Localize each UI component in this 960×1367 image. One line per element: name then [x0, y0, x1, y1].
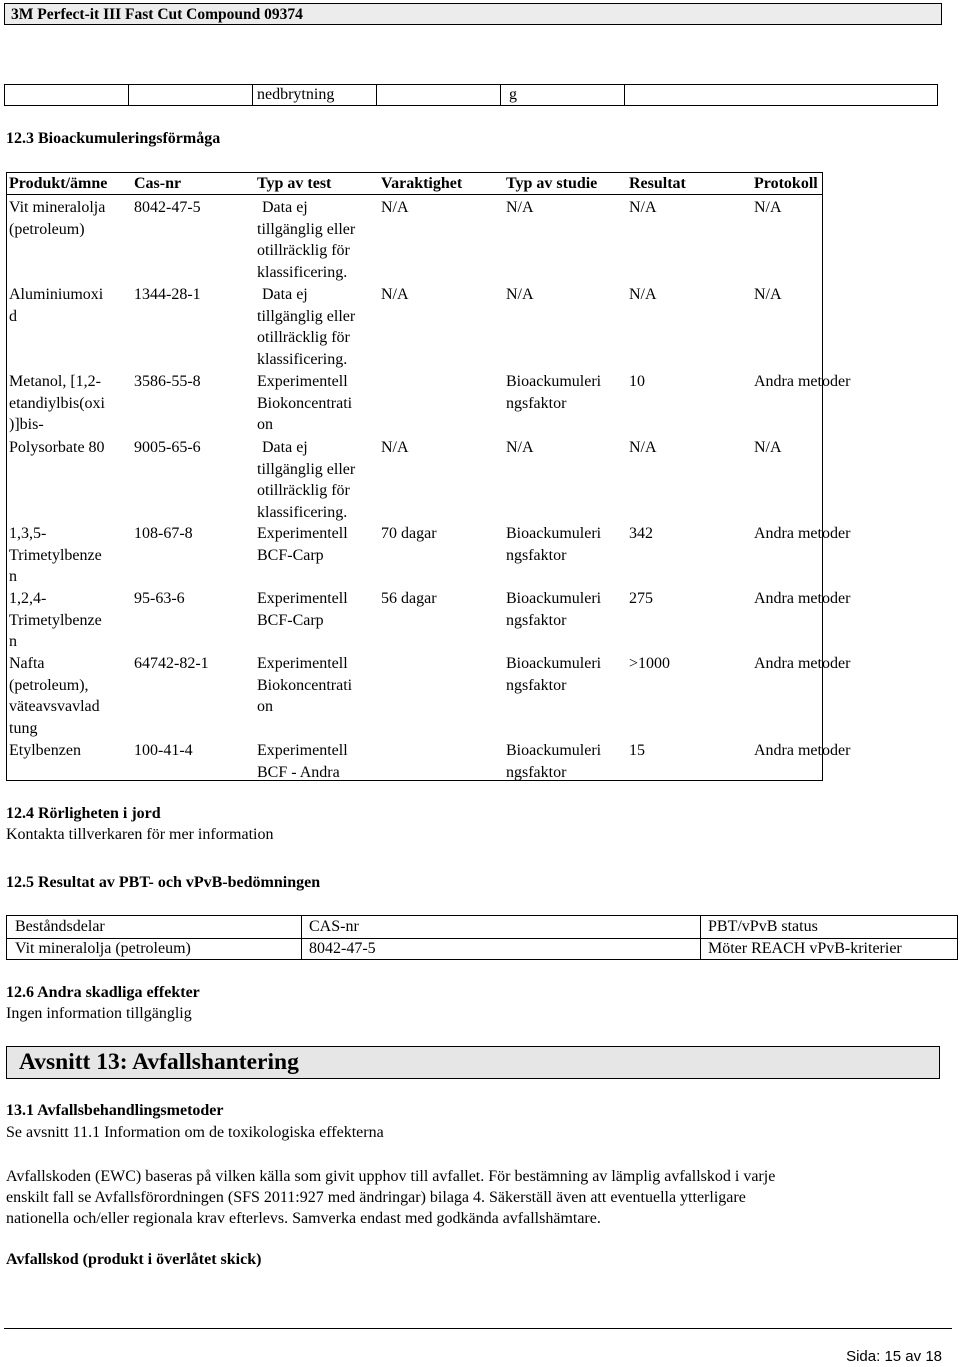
study-type-cell: N/A	[506, 439, 534, 456]
test-type-cell: on	[257, 416, 273, 434]
test-type-cell: Data ej	[262, 199, 308, 216]
pbt-table	[6, 915, 958, 960]
section-12-6-text: Ingen information tillgänglig	[6, 1005, 192, 1022]
protocol-cell: Andra metoder	[754, 525, 851, 542]
result-cell: >1000	[629, 655, 671, 672]
column-header: Resultat	[629, 175, 686, 192]
paragraph-line: nationella och/eller regionala krav efterlevs. Samverka endast med godkända avfallshämtare.	[6, 1210, 601, 1227]
study-type-cell: Bioackumuleri	[506, 655, 602, 672]
test-type-cell: BCF-Carp	[257, 611, 324, 629]
study-type-cell: Bioackumuleri	[506, 742, 602, 759]
study-type-cell: Bioackumuleri	[506, 590, 602, 607]
cas-cell: 8042-47-5	[134, 199, 201, 216]
study-type-cell: Bioackumuleri	[506, 373, 602, 390]
product-cell: )]bis-	[9, 416, 44, 434]
column-header: Cas-nr	[134, 175, 182, 192]
product-cell: Vit mineralolja	[9, 199, 106, 216]
protocol-cell: Andra metoder	[754, 655, 851, 672]
cas-cell: 100-41-4	[134, 742, 193, 759]
test-type-cell: tillgänglig eller	[257, 307, 356, 325]
result-cell: N/A	[629, 439, 657, 456]
protocol-cell: N/A	[754, 286, 782, 303]
product-cell: n	[9, 633, 17, 651]
duration-cell: 56 dagar	[381, 590, 437, 607]
cas-cell: 1344-28-1	[134, 286, 201, 303]
footer-divider	[4, 1328, 952, 1329]
section-12-3-title: 12.3 Bioackumuleringsförmåga	[6, 130, 221, 147]
test-type-cell: on	[257, 698, 273, 716]
product-cell: väteavsvavlad	[9, 698, 100, 716]
product-cell: Polysorbate 80	[9, 439, 105, 456]
result-cell: 15	[629, 742, 645, 759]
test-type-cell: Biokoncentrati	[257, 394, 353, 412]
section-13-title: Avsnitt 13: Avfallshantering	[19, 1049, 299, 1075]
page-number: Sida: 15 av 18	[846, 1348, 942, 1365]
test-type-cell: klassificering.	[257, 350, 348, 368]
duration-cell: N/A	[381, 199, 409, 216]
protocol-cell: Andra metoder	[754, 742, 851, 759]
protocol-cell: N/A	[754, 439, 782, 456]
duration-cell: 70 dagar	[381, 525, 437, 542]
section-13-1-title: 13.1 Avfallsbehandlingsmetoder	[6, 1102, 224, 1119]
test-type-cell: otillräcklig för	[257, 242, 350, 260]
section-12-4-title: 12.4 Rörligheten i jord	[6, 805, 161, 822]
table-cell: Möter REACH vPvB-kriterier	[708, 940, 902, 957]
result-cell: 342	[629, 525, 653, 542]
cell-text: g	[509, 86, 517, 103]
column-header: Typ av test	[257, 175, 332, 192]
test-type-cell: BCF - Andra	[257, 763, 340, 781]
section-13-banner	[6, 1046, 940, 1079]
cas-cell: 9005-65-6	[134, 439, 201, 456]
study-type-cell: ngsfaktor	[506, 611, 567, 629]
test-type-cell: Experimentell	[257, 742, 348, 759]
paragraph-line: enskilt fall se Avfallsförordningen (SFS 2011:927 med ändringar) bilaga 4. Säkerställ även att eventuella ytterligare	[6, 1189, 746, 1206]
product-cell: etandiylbis(oxi	[9, 394, 105, 412]
test-type-cell: tillgänglig eller	[257, 460, 356, 478]
row-divider	[7, 938, 957, 939]
test-type-cell: otillräcklig för	[257, 482, 350, 500]
result-cell: 10	[629, 373, 645, 390]
section-12-6-title: 12.6 Andra skadliga effekter	[6, 984, 200, 1001]
cas-cell: 3586-55-8	[134, 373, 201, 390]
section-12-5-title: 12.5 Resultat av PBT- och vPvB-bedömningen	[6, 874, 321, 891]
study-type-cell: ngsfaktor	[506, 676, 567, 694]
test-type-cell: Biokoncentrati	[257, 676, 353, 694]
study-type-cell: ngsfaktor	[506, 763, 567, 781]
product-cell: Aluminiumoxi	[9, 286, 104, 303]
column-header: Produkt/ämne	[9, 175, 108, 192]
paragraph-line: Avfallskoden (EWC) baseras på vilken källa som givit upphov till avfallet. För bestämning av lämplig avfallskod i varje	[6, 1168, 776, 1185]
product-cell: Trimetylbenze	[9, 546, 102, 564]
test-type-cell: Experimentell	[257, 373, 348, 390]
product-cell: (petroleum)	[9, 220, 85, 238]
product-cell: Metanol, [1,2-	[9, 373, 101, 390]
test-type-cell: otillräcklig för	[257, 329, 350, 347]
bioaccumulation-table	[6, 172, 851, 781]
result-cell: N/A	[629, 199, 657, 216]
protocol-cell: Andra metoder	[754, 590, 851, 607]
study-type-cell: ngsfaktor	[506, 546, 567, 564]
continued-table-row	[4, 84, 938, 106]
result-cell: 275	[629, 590, 653, 607]
cell-text: nedbrytning	[257, 86, 335, 103]
column-header: Typ av studie	[506, 175, 598, 192]
table-cell	[253, 85, 377, 105]
column-header: Varaktighet	[381, 175, 463, 192]
study-type-cell: N/A	[506, 286, 534, 303]
test-type-cell: klassificering.	[257, 263, 348, 281]
product-cell: tung	[9, 719, 38, 737]
test-type-cell: Experimentell	[257, 525, 348, 542]
section-13-1-text: Se avsnitt 11.1 Information om de toxikologiska effekterna	[6, 1124, 384, 1141]
product-cell: Nafta	[9, 655, 45, 672]
cas-cell: 95-63-6	[134, 590, 185, 607]
document-title: 3M Perfect-it III Fast Cut Compound 09374	[11, 6, 303, 23]
table-cell	[501, 85, 625, 105]
column-header: Beståndsdelar	[15, 918, 105, 935]
column-header: PBT/vPvB status	[708, 918, 818, 935]
table-cell	[129, 85, 253, 105]
test-type-cell: Data ej	[262, 286, 308, 303]
test-type-cell: Experimentell	[257, 655, 348, 672]
product-cell: (petroleum),	[9, 676, 89, 694]
table-cell	[377, 85, 501, 105]
product-cell: 1,2,4-	[9, 590, 47, 607]
table-header	[7, 173, 822, 195]
table-cell: 8042-47-5	[309, 940, 376, 957]
table-cell	[5, 85, 129, 105]
table-cell: Vit mineralolja (petroleum)	[15, 940, 191, 957]
waste-paragraph	[6, 1166, 775, 1229]
test-type-cell: Experimentell	[257, 590, 348, 607]
product-cell: Trimetylbenze	[9, 611, 102, 629]
test-type-cell: tillgänglig eller	[257, 220, 356, 238]
study-type-cell: Bioackumuleri	[506, 525, 602, 542]
study-type-cell: N/A	[506, 199, 534, 216]
duration-cell: N/A	[381, 286, 409, 303]
test-type-cell: Data ej	[262, 439, 308, 456]
product-cell: Etylbenzen	[9, 742, 81, 759]
document-header	[4, 3, 942, 25]
waste-code-title: Avfallskod (produkt i överlåtet skick)	[6, 1251, 262, 1268]
product-cell: n	[9, 568, 17, 586]
cas-cell: 64742-82-1	[134, 655, 209, 672]
protocol-cell: Andra metoder	[754, 373, 851, 390]
duration-cell: N/A	[381, 439, 409, 456]
cas-cell: 108-67-8	[134, 525, 193, 542]
result-cell: N/A	[629, 286, 657, 303]
study-type-cell: ngsfaktor	[506, 394, 567, 412]
column-header: CAS-nr	[309, 918, 359, 935]
section-12-4-text: Kontakta tillverkaren för mer information	[6, 826, 274, 843]
test-type-cell: klassificering.	[257, 503, 348, 521]
product-cell: d	[9, 307, 17, 325]
test-type-cell: BCF-Carp	[257, 546, 324, 564]
product-cell: 1,3,5-	[9, 525, 47, 542]
column-header: Protokoll	[754, 175, 818, 192]
protocol-cell: N/A	[754, 199, 782, 216]
